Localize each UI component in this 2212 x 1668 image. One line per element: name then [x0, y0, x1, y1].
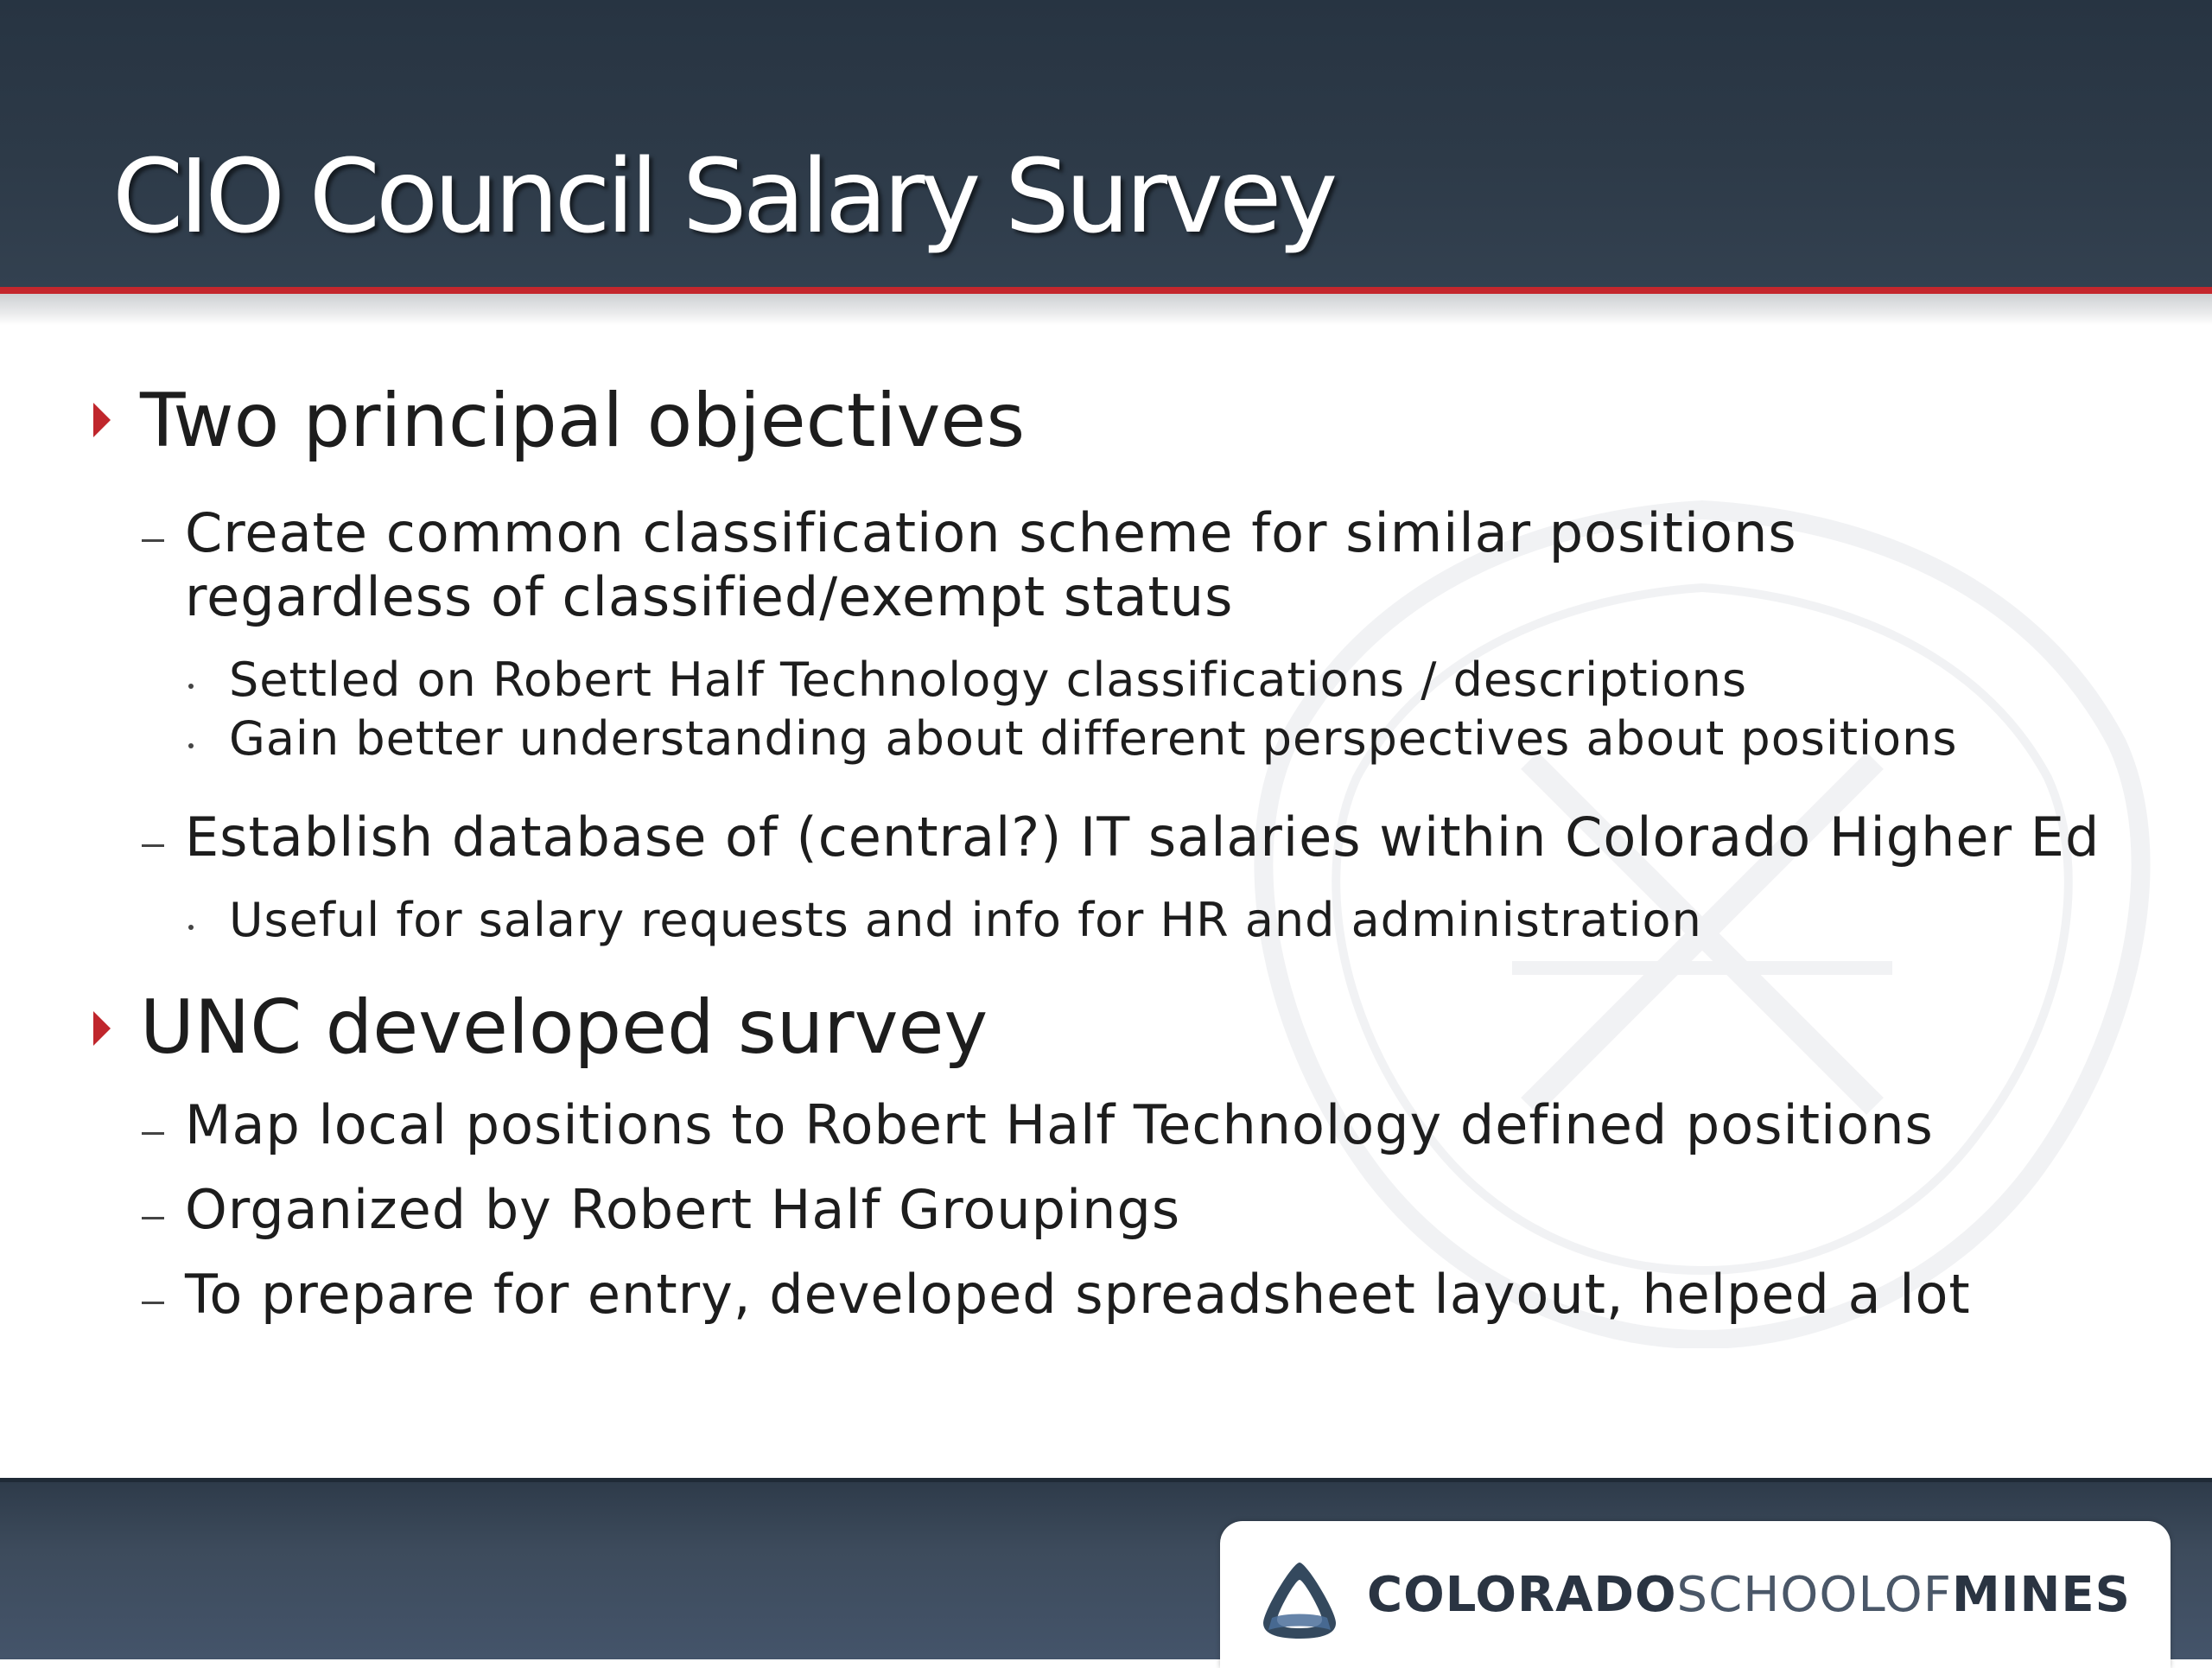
- slide-title: CIO Council Salary Survey: [112, 137, 1334, 256]
- dash-bullet-icon: [142, 844, 164, 847]
- sub-sub-bullet-better-understanding: Gain better understanding about different perspectives about positions: [229, 711, 1958, 766]
- sub-sub-bullet-robert-half-classifications: Settled on Robert Half Technology classifications / descriptions: [229, 653, 1747, 707]
- logo-text-of: OF: [1884, 1567, 1952, 1623]
- bullet-two-principal-objectives: Two principal objectives: [140, 378, 1026, 464]
- sub-sub-bullet-salary-requests: Useful for salary requests and info for HR and administration: [229, 893, 1702, 947]
- logo-wordmark: [1367, 1567, 2131, 1623]
- logo-text-mines: MINES: [1951, 1567, 2131, 1623]
- dash-bullet-icon: [142, 1302, 164, 1304]
- footer-top-line: [0, 1478, 2212, 1482]
- red-triangle-icon: [93, 1011, 111, 1046]
- dot-bullet-icon: [188, 925, 194, 930]
- bullet-unc-developed-survey: UNC developed survey: [140, 984, 988, 1071]
- sub-bullet-map-local-positions: Map local positions to Robert Half Technology defined positions: [185, 1093, 1934, 1156]
- logo-panel: [1220, 1521, 2171, 1668]
- dash-bullet-icon: [142, 1217, 164, 1219]
- sub-bullet-prepare-for-entry: To prepare for entry, developed spreadsheet layout, helped a lot: [185, 1263, 1971, 1326]
- dot-bullet-icon: [188, 684, 194, 689]
- logo-text-colorado: COLORADO: [1367, 1567, 1677, 1623]
- sub-bullet-organized-by-groupings: Organized by Robert Half Groupings: [185, 1178, 1181, 1241]
- sub-bullet-classification-line1: Create common classification scheme for similar positions: [185, 501, 1797, 564]
- header-accent-line: [0, 287, 2212, 294]
- mines-triangle-logo-icon: [1258, 1557, 1341, 1644]
- sub-bullet-classification-line2: regardless of classified/exempt status: [185, 565, 1234, 628]
- dash-bullet-icon: [142, 539, 164, 542]
- header-shadow-band: [0, 294, 2212, 325]
- dash-bullet-icon: [142, 1132, 164, 1135]
- red-triangle-icon: [93, 403, 111, 437]
- sub-bullet-establish-database: Establish database of (central?) IT salaries within Colorado Higher Ed: [185, 805, 2101, 869]
- dot-bullet-icon: [188, 743, 194, 748]
- logo-text-school: SCHOOL: [1676, 1567, 1885, 1623]
